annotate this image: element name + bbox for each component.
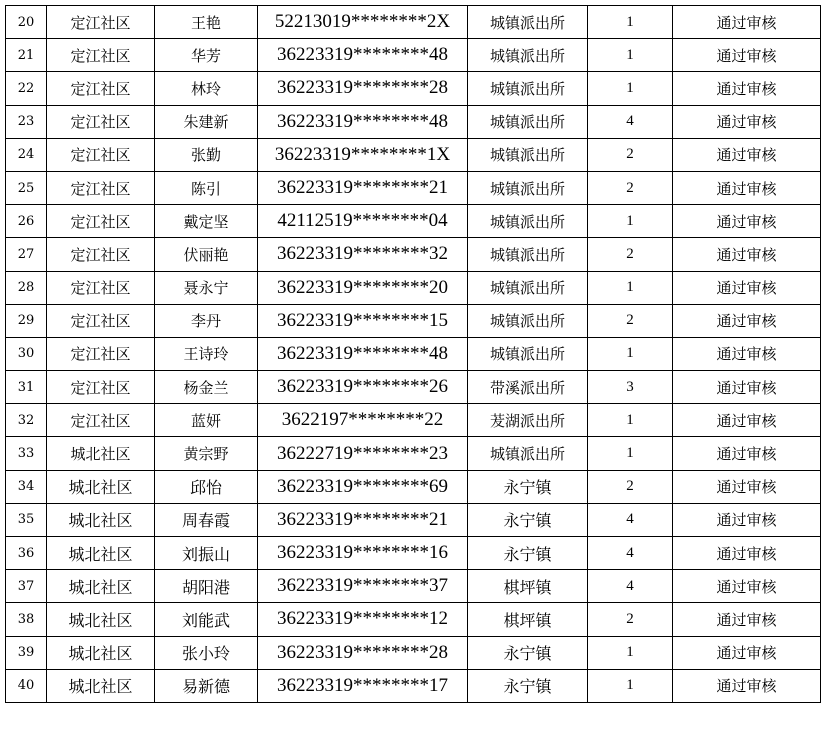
unit-cell: 永宁镇 [468,636,588,669]
row-number: 20 [6,6,47,39]
name-cell: 刘能武 [155,603,258,636]
id-number-cell: 36223319********69 [258,470,468,503]
community-cell: 定江社区 [47,39,155,72]
count-cell: 2 [588,138,673,171]
unit-cell: 棋坪镇 [468,603,588,636]
table-row [6,570,821,603]
table-row [6,138,821,171]
name-cell: 聂永宁 [155,271,258,304]
count-cell: 1 [588,636,673,669]
id-number-cell: 36223319********26 [258,371,468,404]
unit-cell: 永宁镇 [468,503,588,536]
unit-cell: 城镇派出所 [468,72,588,105]
community-cell: 定江社区 [47,371,155,404]
row-number: 22 [6,72,47,105]
community-cell: 定江社区 [47,238,155,271]
count-cell: 2 [588,603,673,636]
name-cell: 蓝妍 [155,404,258,437]
row-number: 36 [6,537,47,570]
community-cell: 定江社区 [47,171,155,204]
name-cell: 李丹 [155,304,258,337]
status-cell: 通过审核 [673,171,821,204]
unit-cell: 城镇派出所 [468,171,588,204]
name-cell: 杨金兰 [155,371,258,404]
community-cell: 城北社区 [47,503,155,536]
status-cell: 通过审核 [673,636,821,669]
id-number-cell: 36223319********17 [258,669,468,702]
community-cell: 定江社区 [47,6,155,39]
id-number-cell: 36223319********21 [258,503,468,536]
unit-cell: 城镇派出所 [468,437,588,470]
table-row [6,205,821,238]
status-cell: 通过审核 [673,238,821,271]
unit-cell: 城镇派出所 [468,39,588,72]
row-number: 34 [6,470,47,503]
unit-cell: 永宁镇 [468,669,588,702]
row-number: 35 [6,503,47,536]
unit-cell: 城镇派出所 [468,271,588,304]
count-cell: 2 [588,171,673,204]
community-cell: 定江社区 [47,271,155,304]
name-cell: 胡阳港 [155,570,258,603]
name-cell: 黄宗野 [155,437,258,470]
unit-cell: 城镇派出所 [468,138,588,171]
row-number: 21 [6,39,47,72]
name-cell: 林玲 [155,72,258,105]
id-number-cell: 36223319********21 [258,171,468,204]
name-cell: 朱建新 [155,105,258,138]
id-number-cell: 36223319********15 [258,304,468,337]
unit-cell: 带溪派出所 [468,371,588,404]
status-cell: 通过审核 [673,371,821,404]
status-cell: 通过审核 [673,72,821,105]
unit-cell: 城镇派出所 [468,205,588,238]
status-cell: 通过审核 [673,603,821,636]
row-number: 39 [6,636,47,669]
community-cell: 城北社区 [47,570,155,603]
community-cell: 城北社区 [47,537,155,570]
row-number: 27 [6,238,47,271]
name-cell: 陈引 [155,171,258,204]
count-cell: 1 [588,271,673,304]
table-row [6,603,821,636]
name-cell: 王诗玲 [155,337,258,370]
community-cell: 定江社区 [47,72,155,105]
name-cell: 刘振山 [155,537,258,570]
status-cell: 通过审核 [673,6,821,39]
community-cell: 定江社区 [47,404,155,437]
name-cell: 华芳 [155,39,258,72]
table-body [6,6,821,703]
id-number-cell: 36223319********37 [258,570,468,603]
row-number: 25 [6,171,47,204]
name-cell: 张勤 [155,138,258,171]
table-row [6,636,821,669]
community-cell: 定江社区 [47,205,155,238]
status-cell: 通过审核 [673,570,821,603]
id-number-cell: 36223319********48 [258,105,468,138]
community-cell: 城北社区 [47,636,155,669]
community-cell: 城北社区 [47,437,155,470]
unit-cell: 城镇派出所 [468,304,588,337]
community-cell: 定江社区 [47,105,155,138]
community-cell: 定江社区 [47,138,155,171]
status-cell: 通过审核 [673,205,821,238]
id-number-cell: 3622197********22 [258,404,468,437]
count-cell: 1 [588,404,673,437]
id-number-cell: 52213019********2X [258,6,468,39]
unit-cell: 茇湖派出所 [468,404,588,437]
unit-cell: 棋坪镇 [468,570,588,603]
table-row [6,105,821,138]
count-cell: 3 [588,371,673,404]
status-cell: 通过审核 [673,537,821,570]
status-cell: 通过审核 [673,304,821,337]
table-row [6,503,821,536]
table-row [6,537,821,570]
unit-cell: 永宁镇 [468,537,588,570]
count-cell: 1 [588,6,673,39]
id-number-cell: 36223319********20 [258,271,468,304]
count-cell: 2 [588,304,673,337]
community-cell: 定江社区 [47,337,155,370]
table-row [6,470,821,503]
row-number: 31 [6,371,47,404]
community-cell: 定江社区 [47,304,155,337]
table-row [6,72,821,105]
row-number: 38 [6,603,47,636]
status-cell: 通过审核 [673,337,821,370]
row-number: 37 [6,570,47,603]
roster-table [5,5,821,703]
row-number: 24 [6,138,47,171]
name-cell: 伏丽艳 [155,238,258,271]
count-cell: 1 [588,205,673,238]
count-cell: 2 [588,470,673,503]
id-number-cell: 36223319********28 [258,72,468,105]
row-number: 26 [6,205,47,238]
status-cell: 通过审核 [673,271,821,304]
status-cell: 通过审核 [673,138,821,171]
community-cell: 城北社区 [47,603,155,636]
unit-cell: 城镇派出所 [468,238,588,271]
name-cell: 王艳 [155,6,258,39]
name-cell: 易新德 [155,669,258,702]
table-row [6,304,821,337]
count-cell: 4 [588,570,673,603]
table-row [6,337,821,370]
count-cell: 2 [588,238,673,271]
table-row [6,404,821,437]
id-number-cell: 36223319********32 [258,238,468,271]
count-cell: 4 [588,105,673,138]
unit-cell: 城镇派出所 [468,6,588,39]
table-row [6,669,821,702]
table-row [6,6,821,39]
id-number-cell: 36223319********28 [258,636,468,669]
id-number-cell: 36223319********1X [258,138,468,171]
table-row [6,39,821,72]
count-cell: 1 [588,669,673,702]
table-row [6,238,821,271]
status-cell: 通过审核 [673,105,821,138]
row-number: 32 [6,404,47,437]
count-cell: 4 [588,537,673,570]
id-number-cell: 36223319********48 [258,337,468,370]
count-cell: 1 [588,437,673,470]
community-cell: 城北社区 [47,470,155,503]
unit-cell: 永宁镇 [468,470,588,503]
id-number-cell: 42112519********04 [258,205,468,238]
count-cell: 1 [588,72,673,105]
unit-cell: 城镇派出所 [468,337,588,370]
table-row [6,271,821,304]
community-cell: 城北社区 [47,669,155,702]
id-number-cell: 36223319********48 [258,39,468,72]
status-cell: 通过审核 [673,39,821,72]
name-cell: 周春霞 [155,503,258,536]
status-cell: 通过审核 [673,404,821,437]
row-number: 33 [6,437,47,470]
status-cell: 通过审核 [673,437,821,470]
unit-cell: 城镇派出所 [468,105,588,138]
id-number-cell: 36223319********12 [258,603,468,636]
count-cell: 4 [588,503,673,536]
table-row [6,171,821,204]
row-number: 30 [6,337,47,370]
table-row [6,371,821,404]
row-number: 28 [6,271,47,304]
row-number: 40 [6,669,47,702]
count-cell: 1 [588,39,673,72]
status-cell: 通过审核 [673,503,821,536]
table-row [6,437,821,470]
row-number: 23 [6,105,47,138]
name-cell: 邱怡 [155,470,258,503]
row-number: 29 [6,304,47,337]
status-cell: 通过审核 [673,470,821,503]
status-cell: 通过审核 [673,669,821,702]
id-number-cell: 36222719********23 [258,437,468,470]
name-cell: 戴定坚 [155,205,258,238]
count-cell: 1 [588,337,673,370]
id-number-cell: 36223319********16 [258,537,468,570]
name-cell: 张小玲 [155,636,258,669]
